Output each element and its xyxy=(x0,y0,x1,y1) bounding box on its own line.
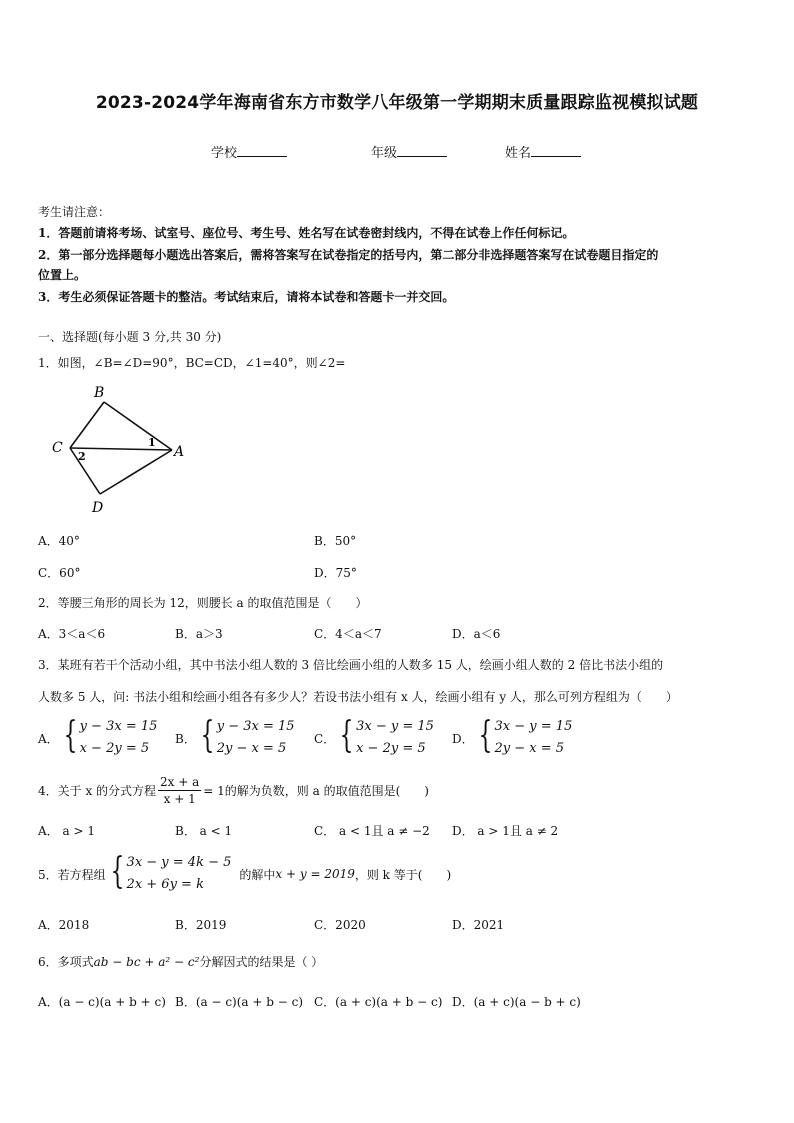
q3-option-c[interactable] xyxy=(314,716,434,760)
school-label: 学校 xyxy=(211,146,238,161)
label-D: D xyxy=(92,500,104,515)
q4-fraction xyxy=(158,774,201,807)
option-label: B． xyxy=(175,731,196,746)
equation: 3x − y = 15 xyxy=(494,719,573,734)
page-title: 2023-2024学年海南省东方市数学八年级第一学期期末质量跟踪监视模拟试题 xyxy=(95,93,699,113)
option-label: D． xyxy=(452,731,474,746)
q2-option-a[interactable]: A．3＜a＜6 xyxy=(38,627,106,641)
notice-heading: 考生请注意： xyxy=(38,205,111,219)
equation: x − 2y = 5 xyxy=(356,741,426,756)
label-angle-2: 2 xyxy=(78,450,86,463)
name-field[interactable] xyxy=(505,142,581,161)
q2-stem: 2．等腰三角形的周长为 12，则腰长 a 的取值范围是（ ） xyxy=(38,596,368,610)
name-label: 姓名 xyxy=(505,146,532,161)
notice-item-3: 3．考生必须保证答题卡的整洁。考试结束后，请将本试卷和答题卡一并交回。 xyxy=(38,290,455,304)
name-blank[interactable] xyxy=(531,144,581,157)
q1-option-a[interactable]: A．40° xyxy=(38,534,80,548)
grade-label: 年级 xyxy=(371,146,398,161)
q4-stem-after: = 1的解为负数，则 a 的取值范围是( ) xyxy=(203,784,429,798)
q5-stem-mid: 的解中 xyxy=(239,867,276,882)
equation: x − 2y = 5 xyxy=(79,741,150,756)
q1-option-c[interactable]: C．60° xyxy=(38,566,81,580)
q3-option-b[interactable] xyxy=(175,716,295,760)
q1-stem: 1．如图，∠B=∠D=90°，BC=CD，∠1=40°，则∠2= xyxy=(38,356,346,370)
q5-system xyxy=(106,852,232,896)
q6-option-b[interactable]: B．(a − c)(a + b − c) xyxy=(175,995,304,1009)
q4-option-a[interactable]: A． a > 1 xyxy=(38,824,95,838)
q5-option-a[interactable]: A．2018 xyxy=(38,918,90,932)
school-field[interactable] xyxy=(211,142,287,161)
equation: y − 3x = 15 xyxy=(79,719,158,734)
brace-icon: { xyxy=(478,715,492,756)
q5-option-c[interactable]: C．2020 xyxy=(314,918,366,932)
q3-stem-line2: 人数多 5 人，问: 书法小组和绘画小组各有多少人？若设书法小组有 x 人，绘画小组有 y 人，那么可列方程组为（ ） xyxy=(38,690,678,704)
option-label: C． xyxy=(314,731,336,746)
equation: 2x + 6y = k xyxy=(126,877,204,892)
q5-stem xyxy=(38,852,451,896)
q6-option-c[interactable]: C．(a + c)(a + b − c) xyxy=(314,995,443,1009)
grade-blank[interactable] xyxy=(397,144,447,157)
brace-icon: { xyxy=(339,715,354,756)
q3-option-d[interactable] xyxy=(452,716,572,760)
q4-stem-before: 4．关于 x 的分式方程 xyxy=(38,784,157,798)
section-heading: 一、选择题(每小题 3 分,共 30 分) xyxy=(38,330,222,344)
notice-item-1: 1．答题前请将考场、试室号、座位号、考生号、姓名写在试卷密封线内，不得在试卷上作任何标记。 xyxy=(38,226,575,240)
q3-stem-line1: 3．某班有若干个活动小组，其中书法小组人数的 3 倍比绘画小组的人数多 15 人，绘画小组人数的 2 倍比书法小组的 xyxy=(38,658,664,672)
brace-icon: { xyxy=(63,715,77,756)
q4-option-c[interactable]: C． a < 1且 a ≠ −2 xyxy=(314,824,430,838)
edge-BA xyxy=(104,402,172,450)
q6-option-a[interactable]: A．(a − c)(a + b + c) xyxy=(38,995,166,1009)
q2-option-b[interactable]: B．a＞3 xyxy=(175,627,223,641)
q5-option-d[interactable]: D．2021 xyxy=(452,918,505,932)
q4-stem xyxy=(38,774,429,807)
equation: 2y − x = 5 xyxy=(216,741,287,756)
option-label: A． xyxy=(38,731,59,746)
q6-stem-before: 6．多项式 xyxy=(38,955,94,969)
q2-option-d[interactable]: D．a＜6 xyxy=(452,627,501,641)
fraction-numerator: 2x + a xyxy=(160,775,200,789)
equation: y − 3x = 15 xyxy=(216,719,295,734)
equation: 3x − y = 4k − 5 xyxy=(126,855,232,870)
fraction-denominator: x + 1 xyxy=(163,792,196,806)
q4-option-d[interactable]: D． a > 1且 a ≠ 2 xyxy=(452,824,559,838)
q6-option-d[interactable]: D．(a + c)(a − b + c) xyxy=(452,995,581,1009)
q5-option-b[interactable]: B．2019 xyxy=(175,918,227,932)
notice-item-2: 2．第一部分选择题每小题选出答案后，需将答案写在试卷指定的括号内，第二部分非选择题答案写在试卷题目指定的 xyxy=(38,248,659,262)
notice-item-2-cont: 位置上。 xyxy=(38,268,87,282)
q5-condition: x + y = 2019 xyxy=(275,867,355,881)
q4-option-b[interactable]: B． a < 1 xyxy=(175,824,233,838)
q3-option-a[interactable] xyxy=(38,716,157,760)
q1-figure xyxy=(48,380,198,515)
q6-expression: ab − bc + a² − c² xyxy=(93,955,200,969)
edge-CB xyxy=(70,402,104,448)
label-C: C xyxy=(52,440,63,456)
q6-stem-after: 分解因式的结果是（ ） xyxy=(199,955,324,969)
label-A: A xyxy=(174,444,185,460)
school-blank[interactable] xyxy=(237,144,287,157)
q5-stem-before: 5．若方程组 xyxy=(38,867,106,882)
equation: 2y − x = 5 xyxy=(494,741,565,756)
label-B: B xyxy=(94,385,105,401)
q5-stem-after: ，则 k 等于( ) xyxy=(354,867,452,882)
grade-field[interactable] xyxy=(371,142,447,161)
brace-icon: { xyxy=(110,851,124,892)
q1-option-b[interactable]: B．50° xyxy=(314,534,357,548)
equation: 3x − y = 15 xyxy=(356,719,434,734)
q6-stem xyxy=(38,953,323,970)
q2-option-c[interactable]: C．4＜a＜7 xyxy=(314,627,382,641)
label-angle-1: 1 xyxy=(148,436,156,449)
brace-icon: { xyxy=(200,715,215,756)
edge-DA xyxy=(100,450,172,494)
q1-option-d[interactable]: D．75° xyxy=(314,566,357,580)
